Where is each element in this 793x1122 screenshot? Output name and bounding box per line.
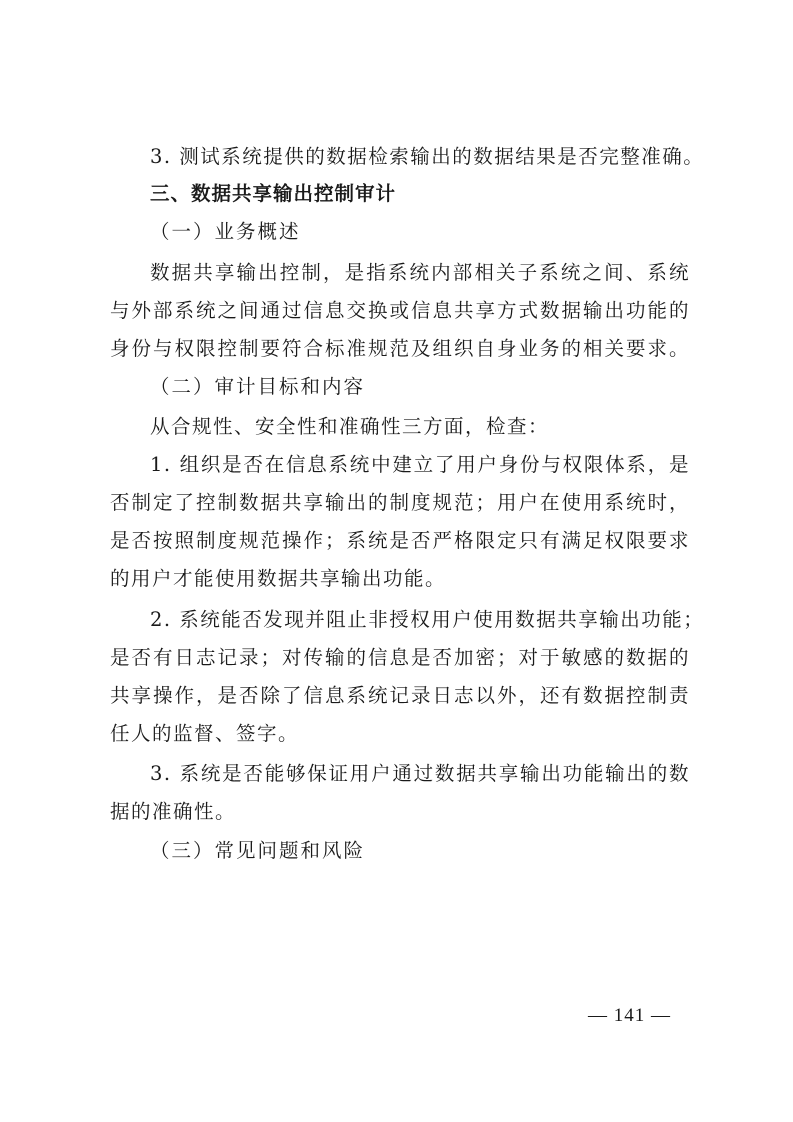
paragraph-item-2-line-1: 2. 系统能否发现并阻止非授权用户使用数据共享输出功能； bbox=[150, 608, 705, 631]
paragraph-overview-line-2: 与外部系统之间通过信息交换或信息共享方式数据输出功能的 bbox=[110, 299, 690, 322]
page-number: — 141 — bbox=[588, 1005, 671, 1026]
section-heading-3: 三、数据共享输出控制审计 bbox=[150, 182, 397, 205]
paragraph-item-3-line-1: 3. 系统是否能够保证用户通过数据共享输出功能输出的数 bbox=[150, 762, 690, 785]
paragraph-item-3-test-output: 3. 测试系统提供的数据检索输出的数据结果是否完整准确。 bbox=[150, 145, 705, 168]
paragraph-item-1-line-1: 1. 组织是否在信息系统中建立了用户身份与权限体系，是 bbox=[150, 453, 690, 476]
paragraph-overview-line-1: 数据共享输出控制，是指系统内部相关子系统之间、系统 bbox=[150, 261, 690, 284]
subsection-heading-3: （三）常见问题和风险 bbox=[150, 839, 366, 862]
paragraph-item-1-line-2: 否制定了控制数据共享输出的制度规范；用户在使用系统时， bbox=[110, 491, 690, 514]
paragraph-item-2-line-3: 共享操作，是否除了信息系统记录日志以外，还有数据控制责 bbox=[110, 684, 690, 707]
subsection-heading-2: （二）审计目标和内容 bbox=[150, 375, 366, 398]
paragraph-item-3-line-2: 据的准确性。 bbox=[110, 800, 237, 823]
paragraph-item-1-line-3: 是否按照制度规范操作；系统是否严格限定只有满足权限要求 bbox=[110, 529, 690, 552]
paragraph-item-2-line-2: 是否有日志记录；对传输的信息是否加密；对于敏感的数据的 bbox=[110, 646, 690, 669]
paragraph-item-1-line-4: 的用户才能使用数据共享输出功能。 bbox=[110, 567, 447, 590]
paragraph-item-2-line-4: 任人的监督、签字。 bbox=[110, 722, 300, 745]
paragraph-check-intro: 从合规性、安全性和准确性三方面，检查： bbox=[150, 415, 550, 438]
subsection-heading-1: （一）业务概述 bbox=[150, 220, 301, 243]
paragraph-overview-line-3: 身份与权限控制要符合标准规范及组织自身业务的相关要求。 bbox=[110, 337, 690, 360]
